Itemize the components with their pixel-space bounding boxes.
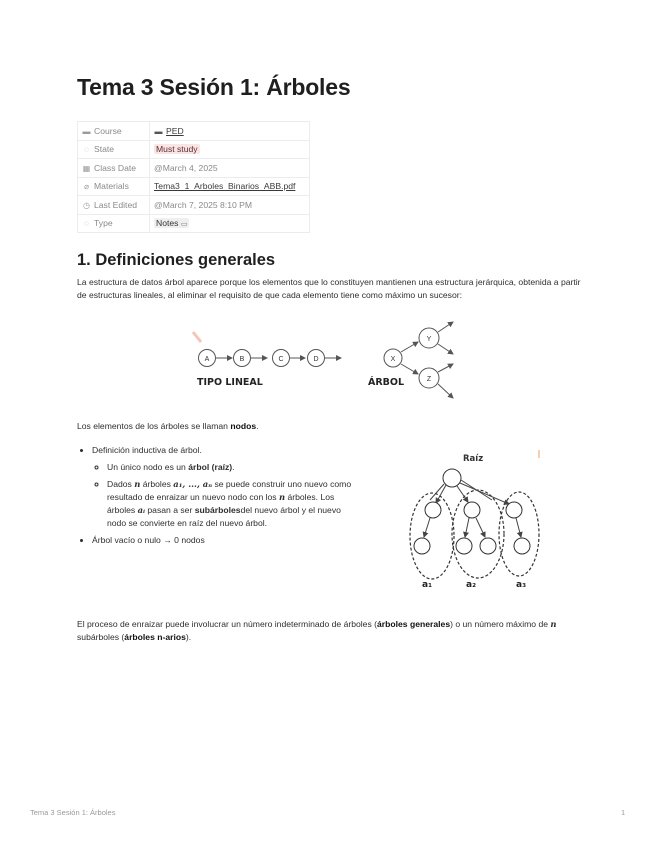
book-icon: ▬ — [154, 126, 163, 136]
svg-text:D: D — [313, 356, 319, 363]
subtree-label-3: a₃ — [516, 580, 527, 590]
definition-list — [77, 444, 382, 551]
calendar-icon: ▦ — [82, 163, 91, 173]
property-key: State — [94, 144, 115, 155]
svg-text:C: C — [278, 356, 284, 363]
tree-node-x — [384, 349, 402, 367]
sub-list — [92, 461, 382, 530]
closing-paragraph: El proceso de enraizar puede involucrar un número indeterminado de árboles (árboles generales) o un número máximo de n subárboles (árboles n-arios). — [77, 619, 557, 642]
list-item: • Árbol vacío o nulo → 0 nodos — [92, 534, 382, 547]
type-badge[interactable]: Notes ▭ — [156, 218, 188, 229]
page-number: 1 — [621, 808, 626, 817]
clock-icon: ◷ — [83, 200, 90, 210]
state-badge[interactable]: Must study — [156, 144, 198, 155]
root-node — [443, 469, 461, 487]
root-subtrees-diagram — [402, 448, 552, 593]
property-key: Last Edited — [94, 199, 137, 210]
property-row-type — [78, 214, 310, 233]
intro-paragraph: La estructura de datos árbol aparece porque los elementos que lo constituyen mantienen una estructura jerárquica, obtenida a partir de estructuras lineales, al eliminar el requisito de que cada elemento tiene como máximo un sucesor: — [77, 277, 581, 300]
tree-node-z — [419, 368, 439, 388]
property-row-last-edited — [78, 196, 310, 215]
linear-vs-tree-diagram — [185, 318, 475, 402]
svg-text:B: B — [239, 356, 245, 363]
subtree-oval-2 — [452, 490, 504, 578]
linear-node-b — [234, 350, 251, 367]
linear-node-a — [199, 350, 216, 367]
property-key: Course — [94, 125, 122, 136]
materials-file-link[interactable]: Tema3_1_Arboles_Binarios_ABB.pdf — [154, 181, 296, 192]
section-heading: 1. Definiciones generales — [77, 251, 276, 269]
linear-node-c — [273, 350, 290, 367]
svg-text:Z: Z — [426, 376, 432, 383]
last-edited-value: @March 7, 2025 8:10 PM — [154, 199, 253, 210]
property-row-class-date — [78, 159, 310, 178]
property-row-course — [78, 122, 310, 141]
properties-table — [77, 121, 310, 233]
class-date-value[interactable]: @March 4, 2025 — [154, 162, 218, 173]
subtree-label-1: a₁ — [422, 580, 433, 590]
list-item: • Definición inductiva de árbol. ◦ Un único nodo es un árbol (raíz). ◦ Dados n árboles a₁, ..., aₙ se puede construir uno nuevo como resultado de enraizar un nuevo nodo con los n árboles. Los árboles aᵢ pasan a ser subárbolesdel nuevo árbol y el nuevo nodo se convierte en raíz del nuevo árbol. — [92, 444, 382, 530]
svg-text:X: X — [390, 356, 396, 363]
property-row-state — [78, 140, 310, 159]
status-icon: ◌ — [84, 145, 89, 155]
label-arbol: ÁRBOL — [368, 377, 405, 388]
property-key: Class Date — [94, 162, 137, 173]
svg-text:A: A — [204, 356, 210, 363]
property-key: Materials — [94, 181, 129, 192]
property-row-materials — [78, 177, 310, 196]
book-icon: ▬ — [82, 126, 91, 136]
nodes-definition: Los elementos de los árboles se llaman nodos. — [77, 421, 259, 431]
page-title: Tema 3 Sesión 1: Árboles — [77, 74, 351, 100]
list-item: ◦ Dados n árboles a₁, ..., aₙ se puede construir uno nuevo como resultado de enraizar un nuevo nodo con los n árboles. Los árboles aᵢ pasan a ser subárbolesdel nuevo árbol y el nuevo nodo se convierte en raíz del nuevo árbol. — [107, 478, 357, 530]
tree-node-y — [419, 328, 439, 348]
notes-icon: ▭ — [180, 221, 188, 229]
course-link[interactable]: PED — [166, 125, 184, 136]
root-label: Raíz — [463, 454, 484, 464]
status-icon: ◌ — [84, 219, 89, 229]
svg-text:Y: Y — [426, 336, 432, 343]
property-key: Type — [94, 218, 113, 229]
linear-node-d — [308, 350, 325, 367]
list-item: ◦ Un único nodo es un árbol (raíz). — [107, 461, 382, 474]
label-tipo-lineal: TIPO LINEAL — [197, 377, 263, 388]
footer-title: Tema 3 Sesión 1: Árboles — [30, 808, 116, 817]
subtree-label-2: a₂ — [466, 580, 477, 590]
paperclip-icon: ⌀ — [84, 182, 89, 192]
